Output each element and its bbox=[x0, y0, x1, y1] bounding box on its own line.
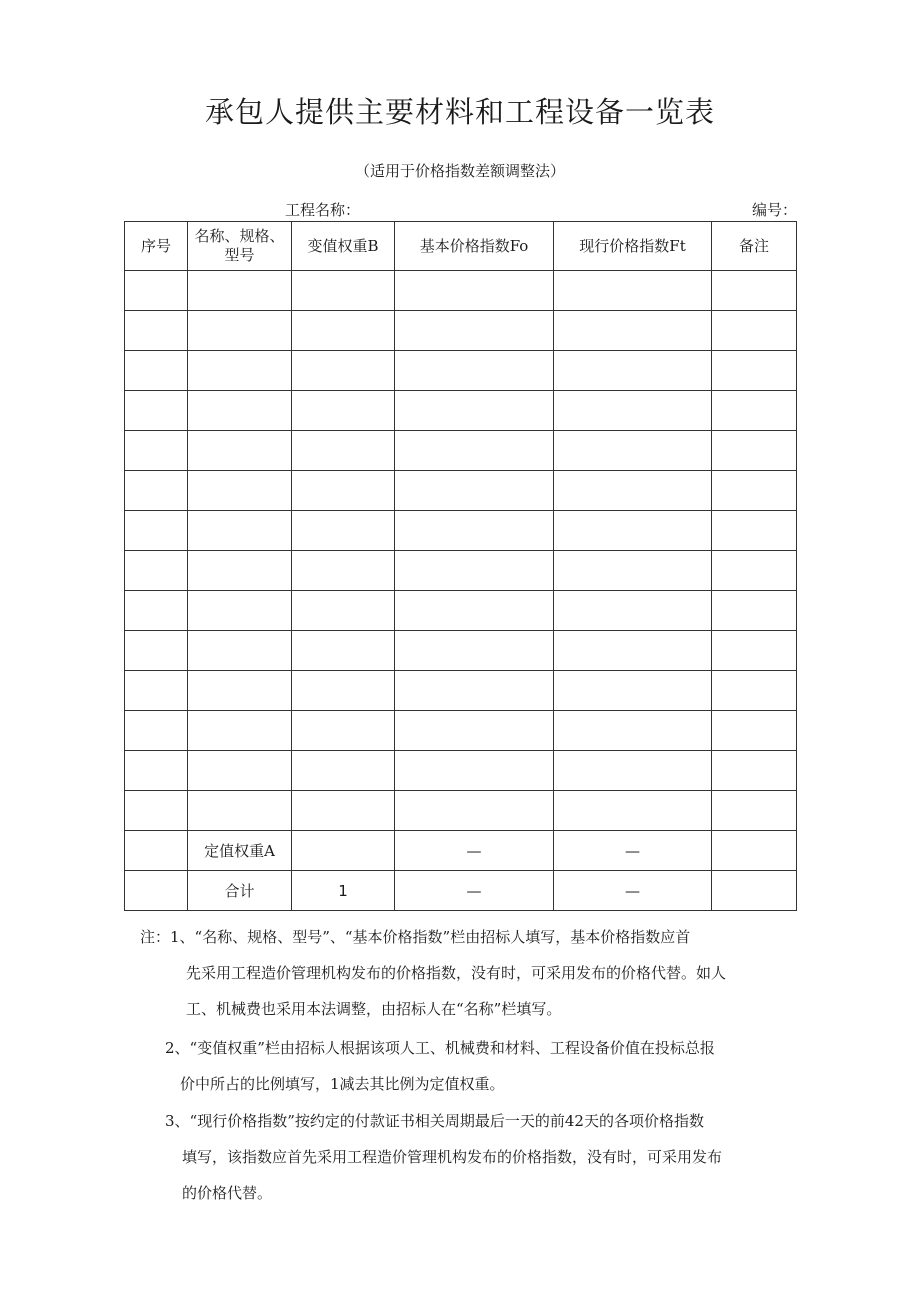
note-1-line-1: 注：1、“名称、规格、型号”、“基本价格指数”栏由招标人填写，基本价格指数应首 bbox=[140, 928, 691, 946]
table-cell[interactable] bbox=[188, 591, 292, 631]
table-cell[interactable] bbox=[188, 351, 292, 391]
table-row bbox=[125, 351, 797, 391]
table-cell[interactable] bbox=[712, 271, 797, 311]
table-cell[interactable] bbox=[712, 591, 797, 631]
table-row bbox=[125, 511, 797, 551]
table-row bbox=[125, 391, 797, 431]
header-current-price-index: 现行价格指数Ft bbox=[554, 222, 712, 271]
table-row bbox=[125, 471, 797, 511]
table-cell[interactable] bbox=[125, 351, 188, 391]
note-1-line-2: 先采用工程造价管理机构发布的价格指数，没有时，可采用发布的价格代替。如人 bbox=[186, 964, 727, 982]
table-row bbox=[125, 311, 797, 351]
table-cell[interactable] bbox=[188, 471, 292, 511]
table-cell[interactable] bbox=[712, 391, 797, 431]
table-cell[interactable] bbox=[292, 711, 395, 751]
table-row bbox=[125, 431, 797, 471]
table-cell[interactable] bbox=[554, 311, 712, 351]
table-cell[interactable] bbox=[125, 431, 188, 471]
table-cell[interactable] bbox=[188, 751, 292, 791]
table-cell[interactable] bbox=[188, 791, 292, 831]
table-cell[interactable] bbox=[554, 431, 712, 471]
table-cell[interactable] bbox=[292, 511, 395, 551]
table-cell[interactable] bbox=[395, 751, 554, 791]
table-cell[interactable] bbox=[554, 511, 712, 551]
total-weight-value: 1 bbox=[292, 871, 395, 911]
table-cell[interactable] bbox=[712, 671, 797, 711]
table-cell[interactable] bbox=[554, 351, 712, 391]
table-cell[interactable] bbox=[395, 271, 554, 311]
table-cell[interactable] bbox=[395, 311, 554, 351]
note-1-line-3: 工、机械费也采用本法调整，由招标人在“名称”栏填写。 bbox=[186, 1000, 562, 1018]
table-cell[interactable] bbox=[395, 431, 554, 471]
header-remarks: 备注 bbox=[712, 222, 797, 271]
fixed-weight-base-index-dash: — bbox=[395, 831, 554, 871]
table-cell[interactable] bbox=[554, 551, 712, 591]
table-cell[interactable] bbox=[125, 311, 188, 351]
table-row bbox=[125, 671, 797, 711]
table-cell[interactable] bbox=[712, 351, 797, 391]
table-cell[interactable] bbox=[292, 671, 395, 711]
table-cell[interactable] bbox=[292, 791, 395, 831]
note-3-line-1: 3、“现行价格指数”按约定的付款证书相关周期最后一天的前42天的各项价格指数 bbox=[165, 1112, 704, 1130]
table-cell[interactable] bbox=[125, 471, 188, 511]
table-cell[interactable] bbox=[554, 751, 712, 791]
table-row bbox=[125, 631, 797, 671]
table-cell[interactable] bbox=[395, 511, 554, 551]
table-cell[interactable] bbox=[395, 391, 554, 431]
note-2-line-1: 2、“变值权重”栏由招标人根据该项人工、机械费和材料、工程设备价值在投标总报 bbox=[165, 1039, 715, 1057]
table-cell[interactable] bbox=[554, 791, 712, 831]
table-row bbox=[125, 551, 797, 591]
table-cell[interactable] bbox=[188, 431, 292, 471]
table-cell[interactable] bbox=[125, 631, 188, 671]
table-cell[interactable] bbox=[395, 591, 554, 631]
table-cell[interactable] bbox=[188, 551, 292, 591]
table-row bbox=[125, 591, 797, 631]
table-cell[interactable] bbox=[395, 791, 554, 831]
table-cell[interactable] bbox=[125, 271, 188, 311]
table-cell[interactable] bbox=[395, 671, 554, 711]
table-cell[interactable] bbox=[188, 511, 292, 551]
table-cell[interactable] bbox=[292, 391, 395, 431]
table-cell[interactable] bbox=[395, 711, 554, 751]
table-cell[interactable] bbox=[292, 471, 395, 511]
table-cell[interactable] bbox=[125, 591, 188, 631]
total-serial-cell[interactable] bbox=[125, 871, 188, 911]
table-cell[interactable] bbox=[125, 791, 188, 831]
header-serial: 序号 bbox=[125, 222, 188, 271]
table-cell[interactable] bbox=[554, 711, 712, 751]
table-cell[interactable] bbox=[395, 631, 554, 671]
table-cell[interactable] bbox=[554, 471, 712, 511]
table-cell[interactable] bbox=[188, 711, 292, 751]
table-cell[interactable] bbox=[125, 671, 188, 711]
header-base-price-index: 基本价格指数Fo bbox=[395, 222, 554, 271]
header-name-spec-model: 名称、规格、型号 bbox=[188, 222, 292, 271]
table-cell[interactable] bbox=[712, 551, 797, 591]
table-cell[interactable] bbox=[125, 511, 188, 551]
materials-table bbox=[124, 221, 797, 911]
total-label: 合计 bbox=[188, 871, 292, 911]
table-cell[interactable] bbox=[188, 631, 292, 671]
table-cell[interactable] bbox=[292, 631, 395, 671]
table-cell[interactable] bbox=[712, 511, 797, 551]
table-row bbox=[125, 711, 797, 751]
header-variable-weight: 变值权重B bbox=[292, 222, 395, 271]
table-cell[interactable] bbox=[125, 751, 188, 791]
note-3-line-2: 填写，该指数应首先采用工程造价管理机构发布的价格指数，没有时，可采用发布 bbox=[182, 1148, 723, 1166]
table-cell[interactable] bbox=[712, 311, 797, 351]
serial-no-label: 编号： bbox=[752, 201, 798, 219]
page-subtitle: （适用于价格指数差额调整法） bbox=[354, 162, 565, 180]
table-row bbox=[125, 791, 797, 831]
table-cell[interactable] bbox=[395, 471, 554, 511]
total-row bbox=[125, 871, 797, 911]
table-cell[interactable] bbox=[712, 431, 797, 471]
table-cell[interactable] bbox=[292, 591, 395, 631]
table-cell[interactable] bbox=[292, 551, 395, 591]
note-3-line-3: 的价格代替。 bbox=[182, 1184, 273, 1202]
table-cell[interactable] bbox=[554, 591, 712, 631]
fixed-weight-remarks-cell[interactable] bbox=[712, 831, 797, 871]
table-cell[interactable] bbox=[554, 631, 712, 671]
total-current-index-dash: — bbox=[554, 871, 712, 911]
table-cell[interactable] bbox=[554, 271, 712, 311]
project-name-label: 工程名称： bbox=[285, 201, 361, 219]
fixed-weight-label: 定值权重A bbox=[188, 831, 292, 871]
table-row bbox=[125, 271, 797, 311]
fixed-weight-current-index-dash: — bbox=[554, 831, 712, 871]
table-cell[interactable] bbox=[292, 751, 395, 791]
table-cell[interactable] bbox=[292, 351, 395, 391]
table-cell[interactable] bbox=[125, 391, 188, 431]
fixed-weight-serial-cell[interactable] bbox=[125, 831, 188, 871]
table-cell[interactable] bbox=[712, 471, 797, 511]
page-title: 承包人提供主要材料和工程设备一览表 bbox=[204, 95, 715, 129]
table-cell[interactable] bbox=[125, 711, 188, 751]
table-cell[interactable] bbox=[292, 311, 395, 351]
table-cell[interactable] bbox=[292, 271, 395, 311]
fixed-weight-row bbox=[125, 831, 797, 871]
table-cell[interactable] bbox=[554, 671, 712, 711]
table-cell[interactable] bbox=[712, 711, 797, 751]
table-header-row bbox=[125, 222, 797, 271]
table-row bbox=[125, 751, 797, 791]
table-cell[interactable] bbox=[292, 431, 395, 471]
table-cell[interactable] bbox=[188, 311, 292, 351]
total-base-index-dash: — bbox=[395, 871, 554, 911]
table-cell[interactable] bbox=[712, 791, 797, 831]
table-cell[interactable] bbox=[188, 391, 292, 431]
fixed-weight-value-cell[interactable] bbox=[292, 831, 395, 871]
table-cell[interactable] bbox=[125, 551, 188, 591]
table-cell[interactable] bbox=[188, 271, 292, 311]
table-cell[interactable] bbox=[712, 631, 797, 671]
table-cell[interactable] bbox=[712, 751, 797, 791]
table-cell[interactable] bbox=[554, 391, 712, 431]
table-cell[interactable] bbox=[395, 351, 554, 391]
total-remarks-cell[interactable] bbox=[712, 871, 797, 911]
note-2-line-2: 价中所占的比例填写，1减去其比例为定值权重。 bbox=[180, 1075, 505, 1093]
table-cell[interactable] bbox=[395, 551, 554, 591]
table-cell[interactable] bbox=[188, 671, 292, 711]
